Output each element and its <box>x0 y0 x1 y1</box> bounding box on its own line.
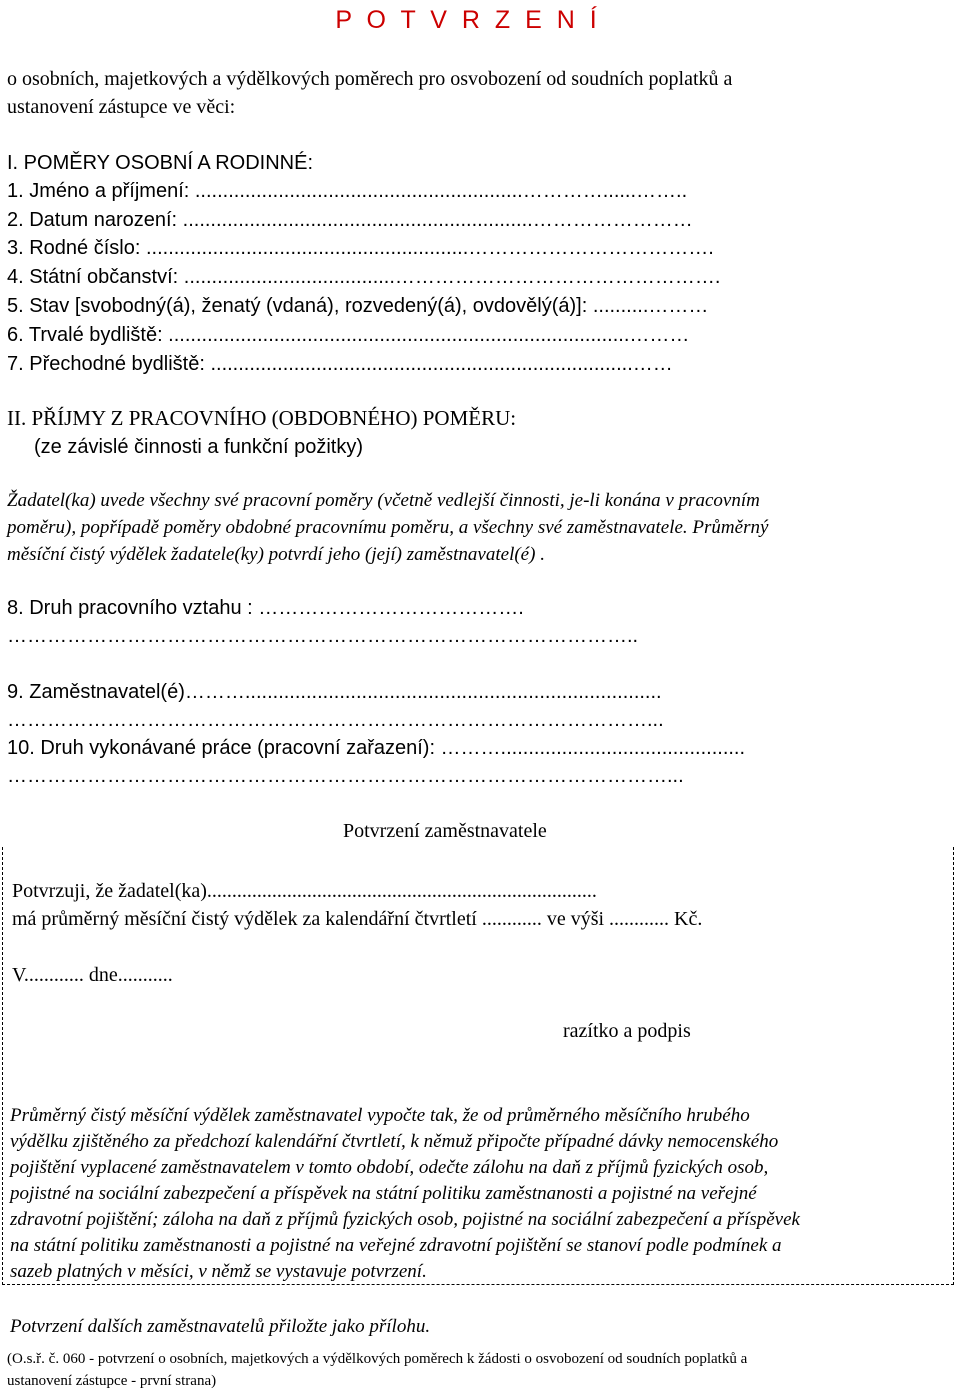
calc-note-line-7: sazeb platných v měsíci, v němž se vystavuje potvrzení. <box>10 1261 427 1282</box>
attachment-note: Potvrzení dalších zaměstnavatelů přiložte jako přílohu. <box>10 1316 431 1337</box>
instructions-line-3: měsíční čistý výdělek žadatele(ky) potvrdí jeho (její) zaměstnavatel(é) . <box>7 544 545 565</box>
employer-confirmation-heading: Potvrzení zaměstnavatele <box>343 820 547 842</box>
field-birth-date: 2. Datum narození: ...............................................................…………………… <box>7 209 693 231</box>
footer-line-2: ustanovení zástupce - první strana) <box>7 1373 217 1389</box>
instructions-line-2: poměru), popřípadě poměry obdobné pracovnímu poměru, a všechny své zaměstnavatele. Průměrný <box>7 517 769 538</box>
employer-confirm-line-2: má průměrný měsíční čistý výdělek za kalendářní čtvrtletí ............ ve výši ............ Kč. <box>12 908 703 930</box>
section-2-heading: II. PŘÍJMY Z PRACOVNÍHO (OBDOBNÉHO) POMĚRU: <box>7 406 517 430</box>
field-employment-type-continued: ………………………………………………………………………………….. <box>7 625 639 647</box>
calc-note-line-1: Průměrný čistý měsíční výdělek zaměstnavatel vypočte tak, že od průměrného měsíčního hrubého <box>10 1105 750 1126</box>
document-title: P O T V R Z E N Í <box>335 6 601 34</box>
employer-confirm-line-3: V............ dne........... <box>12 964 173 986</box>
field-permanent-address: 6. Trvalé bydliště: ...................................................................................……… <box>7 324 690 346</box>
calc-note-line-2: výdělku zjištěného za předchozí kalendářní čtvrtletí, k němuž připočte případné dávky nemocenského <box>10 1131 779 1152</box>
calc-note-line-6: na státní politiku zaměstnanosti a pojistné na veřejné zdravotní pojištění se stanoví podle podmínek a <box>10 1235 782 1256</box>
section-1-heading: I. POMĚRY OSOBNÍ A RODINNÉ: <box>7 152 314 174</box>
employer-confirm-line-1: Potvrzuji, že žadatel(ka).............................................................................. <box>12 880 597 902</box>
stamp-and-signature: razítko a podpis <box>563 1020 691 1042</box>
section-2-subheading: (ze závislé činnosti a funkční požitky) <box>34 436 364 458</box>
intro-line-2: ustanovení zástupce ve věci: <box>7 96 236 118</box>
field-job-type-continued: ………………………………………………………………………………………... <box>7 765 684 787</box>
field-employer-continued: ……………………………………………………………………………………... <box>7 709 664 731</box>
footer-line-1: (O.s.ř. č. 060 - potvrzení o osobních, majetkových a výdělkových poměrech k žádosti o osvobození od soudních poplatků a <box>7 1351 748 1367</box>
field-name: 1. Jméno a příjmení: ...........................................................…………......…….. <box>7 180 688 202</box>
calc-note-line-3: pojištění vyplacené zaměstnavatelem v tomto období, odečte zálohu na daň z příjmů fyzických osob, <box>10 1157 769 1178</box>
calc-note-line-4: pojistné na sociální zabezpečení a příspěvek na státní politiku zaměstnanosti a pojistné na veřejné <box>10 1183 757 1204</box>
instructions-line-1: Žadatel(ka) uvede všechny své pracovní poměry (včetně vedlejší činnosti, je-li konána v pracovním <box>7 490 760 511</box>
field-birth-number: 3. Rodné číslo: ..........................................................………………………………. <box>7 237 714 259</box>
field-job-type: 10. Druh vykonávané práce (pracovní zařazení): ………............................................ <box>7 737 746 759</box>
field-employer: 9. Zaměstnavatel(é)………........................................................................... <box>7 681 662 703</box>
field-employment-type: 8. Druh pracovního vztahu : …………………………………. <box>7 597 524 619</box>
field-temporary-address: 7. Přechodné bydliště: ............................................................................…… <box>7 353 673 375</box>
calc-note-line-5: zdravotní pojištění; záloha na daň z příjmů fyzických osob, pojistné na sociální zabezpečení a příspěvek <box>10 1209 800 1230</box>
field-citizenship: 4. Státní občanství: ......................................…………………………………………. <box>7 266 721 288</box>
intro-line-1: o osobních, majetkových a výdělkových poměrech pro osvobození od soudních poplatků a <box>7 68 733 90</box>
field-marital-status: 5. Stav [svobodný(á), ženatý (vdaná), rozvedený(á), ovdovělý(á)]: ..........……… <box>7 295 709 317</box>
